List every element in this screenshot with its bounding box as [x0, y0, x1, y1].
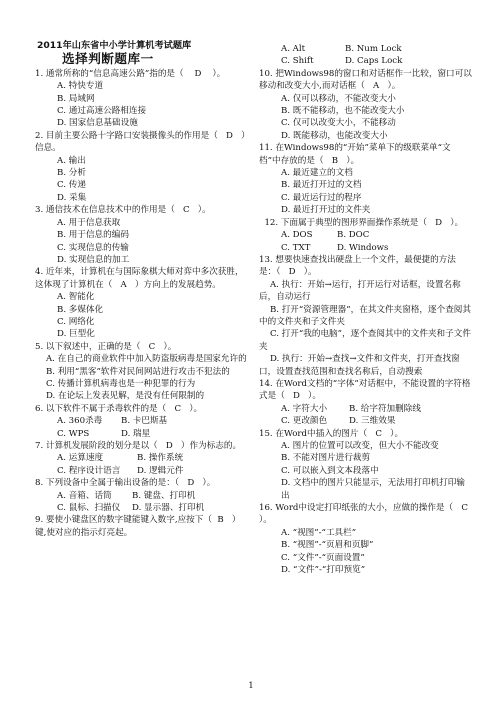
- document-subtitle: 选择判断题库一: [62, 51, 154, 67]
- answer-option: A. 图片的位置可以改变，但大小不能改变: [281, 441, 439, 451]
- answer-option: C. 网络化: [57, 316, 95, 327]
- answer-option: A. 音箱、话筒: [57, 490, 112, 501]
- question-text: D. 执行：开始→查找→文件和文件夹，打开查找窗口，设置查找范围和查找名称后，自动搜索: [259, 354, 460, 377]
- answer-option: C. 鼠标、扫描仪: [57, 503, 121, 514]
- answer-option-row: [259, 242, 472, 254]
- answer-option: D. 瑞星: [121, 428, 151, 439]
- question-text: B. 打开“资源管理器”，在其文件夹窗格，逐个查阅其中的文件夹和子文件夹: [259, 304, 471, 327]
- answer-option: A. Alt: [281, 44, 306, 54]
- answer-option: C. 更改颜色: [281, 416, 328, 427]
- right-question-list: [259, 43, 477, 576]
- question-text: 3. 通信技术在信息技术中的作用是（ C ）。: [35, 205, 211, 216]
- answer-option-row: [35, 415, 249, 427]
- left-question-list: [35, 68, 249, 539]
- answer-option: B. DOC: [337, 230, 370, 241]
- answer-option-row: [35, 452, 249, 464]
- answer-option: C. TXT: [281, 242, 311, 253]
- question-text: 15. 在Word中插入的图片（ C ）。: [259, 428, 404, 439]
- answer-option: C. 可以嵌入到文本段落中: [281, 465, 379, 476]
- answer-option: D. 采集: [57, 192, 87, 203]
- answer-option: A. 最近建立的文档: [281, 168, 353, 179]
- answer-option: C. 仅可以改变大小，不能移动: [281, 118, 396, 129]
- answer-option: B. 操作系统: [137, 453, 184, 464]
- answer-option: B. 用于信息的编码: [57, 230, 129, 241]
- answer-option: D. 逻辑元件: [137, 465, 184, 476]
- question-text: 10. 把Windows98的窗口和对话框作一比较，窗口可以移动和改变大小,而对话框（ A ）。: [259, 68, 472, 92]
- answer-option: A. 输出: [57, 155, 86, 166]
- answer-option: B. 分析: [57, 168, 86, 179]
- answer-option: D. Caps Lock: [345, 56, 403, 67]
- answer-option: A. DOS: [281, 230, 313, 241]
- question-text: 1. 通常所称的“信息高速公路”指的是（ D ）。: [35, 68, 226, 79]
- question-text: 8. 下列设备中全属于输出设备的是：（ D ）。: [35, 478, 216, 489]
- left-column: [35, 40, 249, 539]
- answer-option-row: [259, 403, 472, 415]
- question-text: 4. 近年来，计算机在与国际象棋大师对弈中多次获胜，这体现了计算机在（ A ）方向上的发展趋势。: [35, 267, 244, 290]
- question-text: A. 在自己的商业软件中加入防盗版病毒是国家允许的: [35, 354, 247, 365]
- answer-option: B. 多媒体化: [57, 304, 104, 315]
- question-text: 14. 在Word文档的“字体”对话框中，不能设置的字符格式是（ D ）。: [259, 378, 471, 402]
- question-text: 9. 要使小键盘区的数字键能键入数字,应按下（ B ）键,使对应的指示灯亮起。: [35, 515, 241, 538]
- answer-option: D. 三维效果: [349, 416, 396, 427]
- question-text: 6. 以下软件不属于杀毒软件的是（ C ）。: [35, 403, 203, 414]
- page-number: 1: [248, 681, 254, 691]
- answer-option-row: [35, 428, 249, 440]
- answer-option: D. 既能移动，也能改变大小: [281, 130, 388, 141]
- answer-option-row: [259, 229, 472, 241]
- answer-option: D. 巨型化: [57, 329, 95, 340]
- question-text: D. 在论坛上发表见解，是没有任何限制的: [35, 391, 205, 402]
- answer-option-row: [35, 490, 249, 502]
- answer-option: C. Shift: [281, 56, 314, 67]
- answer-option: C. 程序设计语言: [57, 465, 121, 476]
- question-text: A. 执行：开始→运行，打开运行对话框，设置名称后，自动运行: [259, 279, 461, 303]
- answer-option: C. WPS: [57, 428, 90, 439]
- answer-option: C. 传递: [57, 180, 86, 191]
- question-text: C. 打开“我的电脑”，逐个查阅其中的文件夹和子文件夹: [259, 329, 471, 352]
- question-text: C. 传播计算机病毒也是一种犯罪的行为: [35, 378, 196, 389]
- question-text: 2. 目前主要公路十字路口安装摄像头的作用是（ D ）信息。: [35, 130, 246, 154]
- answer-option: B. Num Lock: [345, 44, 402, 54]
- answer-option: B. “视图”-“页眉和页脚”: [281, 540, 374, 551]
- answer-option: B. 给字符加删除线: [349, 403, 421, 414]
- answer-option: D. 最近打开过的文件夹: [281, 205, 371, 216]
- question-text: 16. Word中设定打印纸张的大小，应做的操作是（ C ）。: [259, 503, 477, 526]
- answer-option: D. 国家信息基础设施: [57, 118, 138, 129]
- answer-option: A. 仅可以移动，不能改变大小: [281, 93, 396, 104]
- answer-option: B. 局域网: [57, 93, 95, 104]
- answer-option: C. 最近运行过的程序: [281, 192, 362, 203]
- answer-option: A. 特快专道: [57, 81, 104, 92]
- answer-option: D. 实现信息的加工: [57, 254, 130, 265]
- answer-option: A. 字符大小: [281, 403, 328, 414]
- answer-option-row: [259, 55, 472, 67]
- question-text: 13. 想要快速查找出硬盘上一个文件，最便捷的方法是：（ D ）。: [259, 254, 456, 278]
- question-text: 7. 计算机发展阶段的划分是以（ D ）作为标志的。: [35, 441, 242, 451]
- question-text: B. 利用“黑客”软件对民间网站进行攻击不犯法的: [35, 366, 230, 377]
- answer-option: A. 用于信息获取: [57, 217, 121, 228]
- answer-option: A. 360杀毒: [57, 416, 103, 427]
- question-text: 12. 下面属于典型的图形界面操作系统是（ D ）。: [259, 217, 464, 228]
- question-text: 5. 以下叙述中，正确的是（ C ）。: [35, 341, 177, 352]
- answer-option: C. 通过高速公路相连接: [57, 106, 147, 117]
- answer-option: A. 智能化: [57, 292, 95, 303]
- right-column: [259, 43, 477, 576]
- answer-option-row: [259, 43, 472, 55]
- answer-option-row: [35, 465, 249, 477]
- answer-option: B. 卡巴斯基: [121, 416, 168, 427]
- answer-option-row: [259, 415, 472, 427]
- document-title: 2011年山东省中小学计算机考试题库: [37, 40, 192, 51]
- answer-option: A. “视图”-“工具栏”: [281, 527, 357, 538]
- answer-option: D. 文档中的图片只能显示，无法用打印机打印输出: [281, 478, 465, 501]
- answer-option: B. 键盘、打印机: [132, 490, 196, 501]
- answer-option: B. 最近打开过的文档: [281, 180, 362, 191]
- answer-option: D. 显示器、打印机: [132, 503, 205, 514]
- answer-option: B. 不能对图片进行裁剪: [281, 453, 371, 464]
- answer-option: D. “文件”-“打印预览”: [281, 565, 366, 576]
- answer-option-row: [35, 502, 249, 514]
- answer-option: D. Windows: [337, 242, 389, 253]
- answer-option: C. 实现信息的传输: [57, 242, 129, 253]
- question-text: 11. 在Windows98的“开始”菜单下的级联菜单“文档”中存放的是（ B ）。: [259, 143, 451, 166]
- answer-option: A. 运算速度: [57, 453, 104, 464]
- answer-option: B. 既不能移动，也不能改变大小: [281, 106, 405, 117]
- answer-option: C. “文件”-“页面设置”: [281, 552, 365, 563]
